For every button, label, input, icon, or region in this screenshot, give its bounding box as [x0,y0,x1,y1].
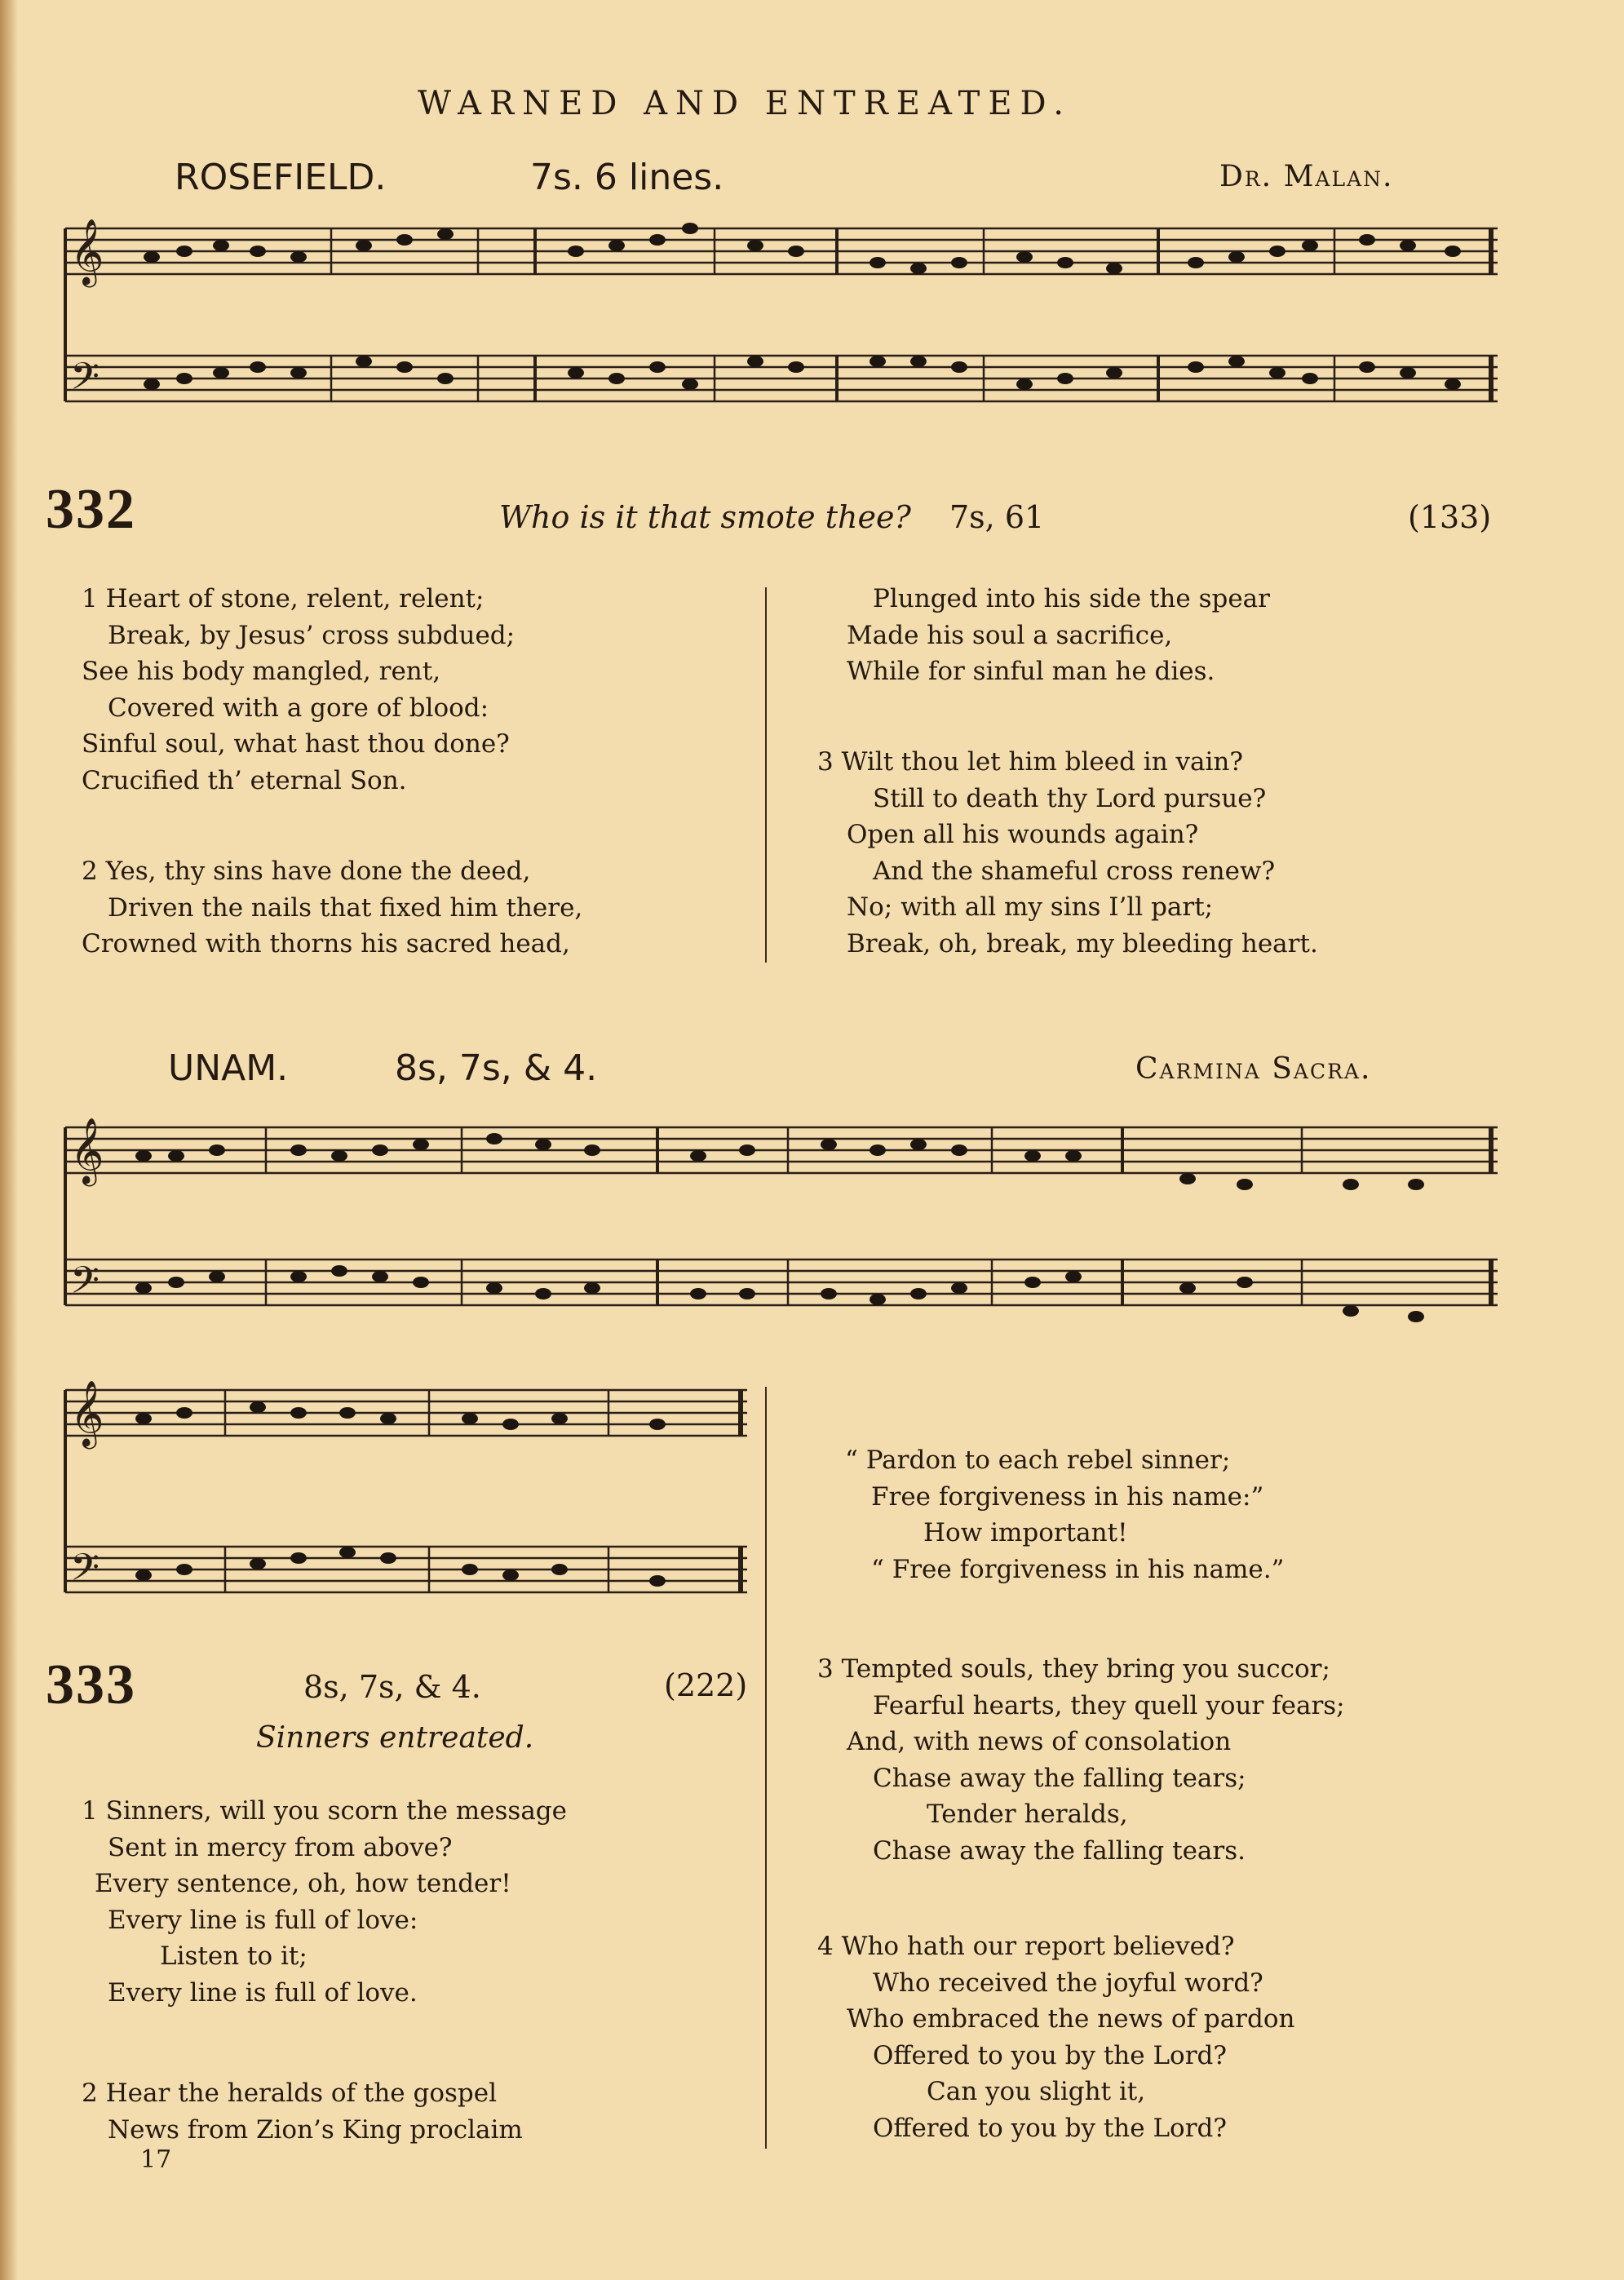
svg-text:𝄢: 𝄢 [70,1259,100,1312]
verse-line: 1 Sinners, will you scorn the message [82,1796,567,1826]
verse-line: “ Free forgiveness in his name.” [871,1554,1285,1584]
verse-line: Can you slight it, [927,2077,1146,2106]
svg-text:𝄢: 𝄢 [70,355,100,408]
hymn332-verse-1 [82,581,515,799]
verse-line: How important! [923,1518,1128,1547]
hymn-ref-333: (222) [664,1667,748,1703]
hymn-meter-333: 8s, 7s, & 4. [303,1669,481,1705]
verse-line: News from Zion’s King proclaim [108,2114,523,2145]
svg-text:𝄞: 𝄞 [70,218,104,285]
svg-text:𝄞: 𝄞 [70,1117,104,1184]
verse-line: 2 Yes, thy sins have done the deed, [82,857,531,886]
verse-line: 3 Tempted souls, they bring you succor; [817,1654,1330,1684]
hymn332-verse-2-part-1 [82,853,582,963]
tune-name-unam: UNAM. [168,1047,289,1089]
hymn-meter-332: 7s, 61 [949,499,1045,535]
verse-line: No; with all my sins I’ll part; [847,892,1214,922]
verse-line: Break, by Jesus’ cross subdued; [108,620,516,650]
hymn332-verse-3 [817,744,1318,962]
hymn333-verse-1 [82,1793,567,2011]
hymn-title-332: Who is it that smote thee? [499,499,911,535]
verse-line: Who embraced the news of pardon [847,2004,1295,2034]
verse-line: And the shameful cross renew? [873,856,1276,886]
running-head: WARNED AND ENTREATED. [418,85,1072,122]
verse-line: Plunged into his side the spear [873,584,1270,613]
music-score-unam-continued [54,1379,755,1631]
verse-line: Fearful hearts, they quell your fears; [873,1690,1345,1720]
tune-meter-unam: 8s, 7s, & 4. [395,1047,598,1089]
svg-text:𝄢: 𝄢 [70,1546,100,1599]
verse-line: Every sentence, oh, how tender! [95,1869,511,1898]
verse-line: Offered to you by the Lord? [873,2113,1227,2143]
verse-line: Listen to it; [160,1941,308,1971]
verse-line: Every line is full of love: [108,1905,418,1935]
verse-line: Covered with a gore of blood: [108,693,489,723]
verse-line: See his body mangled, rent, [82,657,441,686]
hymn-number-332: 332 [46,478,136,541]
column-divider [765,587,767,963]
verse-line: “ Pardon to each rebel sinner; [845,1445,1231,1475]
music-score-rosefield [54,212,1506,449]
verse-line: Tender heralds, [927,1800,1128,1829]
tune-meter-rosefield: 7s. 6 lines. [530,157,724,198]
hymn333-verse-2-part-2 [845,1442,1284,1587]
verse-line: Open all his wounds again? [847,820,1199,849]
page-number: 17 [140,2145,172,2174]
verse-line: Free forgiveness in his name:” [871,1481,1264,1512]
hymn333-verse-4 [817,1928,1294,2146]
verse-line: Chase away the falling tears. [873,1835,1246,1866]
verse-line: 1 Heart of stone, relent, relent; [82,584,485,613]
verse-line: Break, oh, break, my bleeding heart. [847,928,1318,958]
tune-name-rosefield: ROSEFIELD. [175,157,387,198]
music-score-unam [54,1100,1506,1336]
verse-line: 3 Wilt thou let him bleed in vain? [817,747,1244,777]
page-binding-edge [0,0,18,2280]
hymn-ref-332: (133) [1408,499,1492,535]
verse-line: And, with news of consolation [847,1727,1232,1756]
tune-composer-rosefield: Dr. Malan. [1219,160,1394,193]
verse-line: Driven the nails that fixed him there, [108,892,583,923]
verse-line: 2 Hear the heralds of the gospel [82,2079,498,2108]
verse-line: 4 Who hath our report believed? [817,1932,1235,1961]
verse-line: Offered to you by the Lord? [873,2040,1227,2070]
column-divider [765,1387,767,2149]
verse-line: Chase away the falling tears; [873,1763,1246,1793]
verse-line: Who received the joyful word? [873,1968,1263,1998]
verse-line: Sent in mercy from above? [108,1832,453,1862]
verse-line: Still to death thy Lord pursue? [873,783,1267,813]
verse-line: Crowned with thorns his sacred head, [82,929,570,958]
verse-line: Crucified th’ eternal Son. [82,765,407,795]
hymn333-verse-3 [817,1651,1345,1869]
hymn-number-333: 333 [46,1654,136,1716]
hymn-title-333: Sinners entreated. [256,1721,534,1755]
verse-line: While for sinful man he dies. [847,657,1215,686]
verse-line: Every line is full of love. [108,1977,418,2008]
svg-text:𝄞: 𝄞 [70,1379,104,1446]
verse-line: Sinful soul, what hast thou done? [82,729,510,759]
tune-composer-unam: Carmina Sacra. [1135,1052,1372,1086]
hymn332-verse-2-part-2 [847,581,1270,690]
verse-line: Made his soul a sacrifice, [847,620,1173,650]
hymn333-verse-2-part-1 [82,2075,523,2148]
